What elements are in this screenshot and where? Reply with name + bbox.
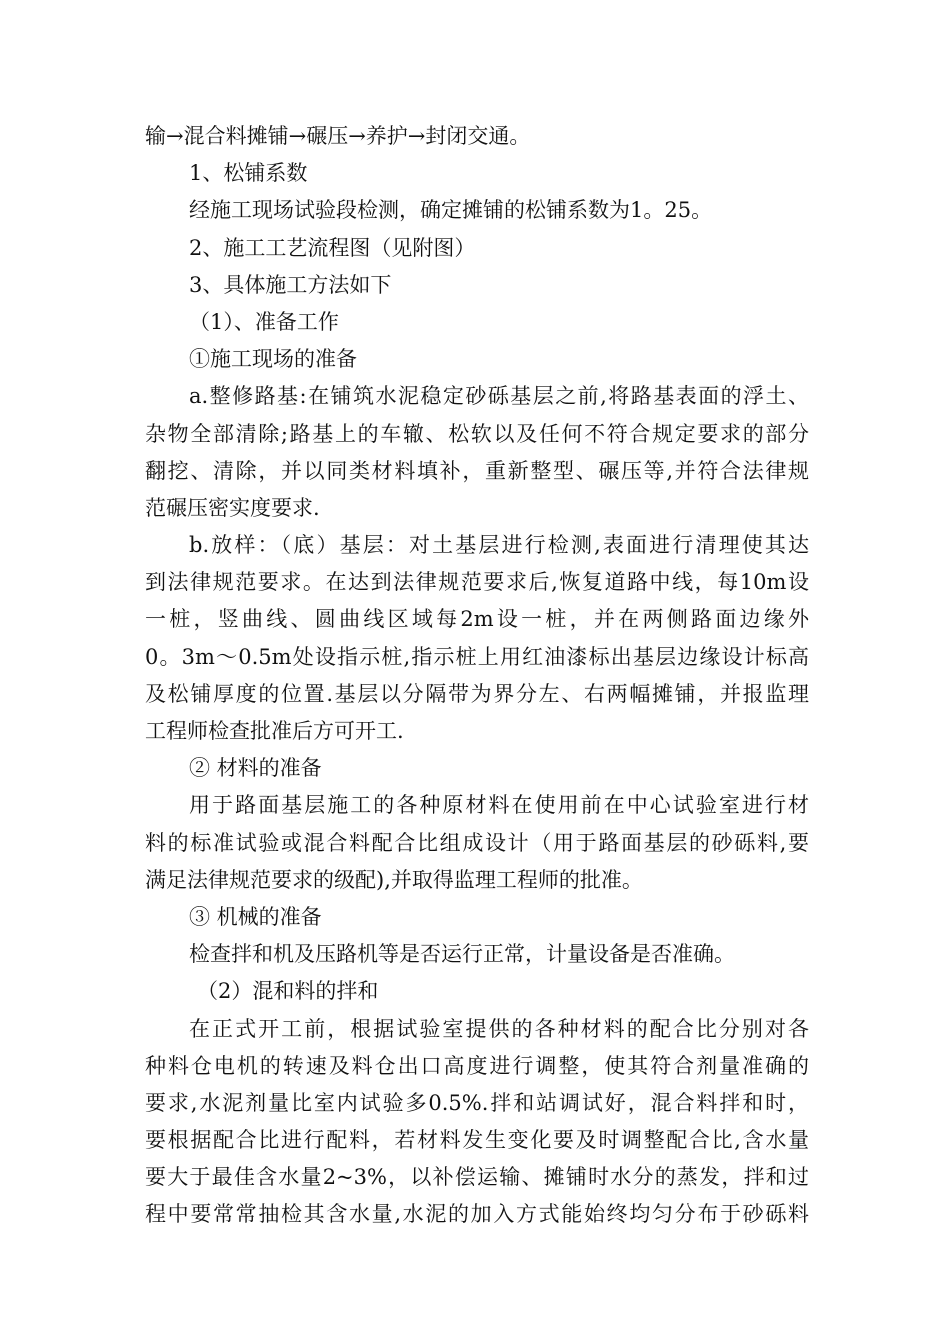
text-line: 要根据配合比进行配料，若材料发生变化要及时调整配合比,含水量 (145, 1128, 809, 1153)
text-line: b.放样：（底）基层：对土基层进行检测,表面进行清理使其达 (189, 533, 809, 558)
subsection-heading: （2）混和料的拌和 (197, 979, 379, 1004)
text-line: 在正式开工前，根据试验室提供的各种材料的配合比分别对各 (189, 1016, 809, 1041)
section-heading: 1、松铺系数 (189, 161, 308, 186)
document-body (145, 118, 809, 1234)
text-line: 用于路面基层施工的各种原材料在使用前在中心试验室进行材 (189, 793, 809, 818)
text-line: 到法律规范要求。在达到法律规范要求后,恢复道路中线，每10m设 (145, 570, 809, 595)
section-heading: 3、具体施工方法如下 (189, 272, 392, 297)
text-line: 输→混合料摊铺→碾压→养护→封闭交通。 (145, 124, 531, 148)
subsection-heading: （1）、准备工作 (189, 309, 339, 334)
text-line: 满足法律规范要求的级配),并取得监理工程师的批准。 (145, 867, 643, 892)
text-line: 料的标准试验或混合料配合比组成设计（用于路面基层的砂砾料,要 (145, 830, 809, 855)
text-line: 翻挖、清除，并以同类材料填补，重新整型、碾压等,并符合法律规 (145, 458, 809, 483)
text-line: 一桩，竖曲线、圆曲线区域每2m设一桩，并在两侧路面边缘外 (145, 607, 809, 632)
text-line: 要大于最佳含水量2~3%，以补偿运输、摊铺时水分的蒸发，拌和过 (145, 1165, 809, 1190)
text-line: 0。3m～0.5m处设指示桩,指示桩上用红油漆标出基层边缘设计标高 (145, 644, 809, 669)
text-line: 种料仓电机的转速及料仓出口高度进行调整，使其符合剂量准确的 (145, 1053, 809, 1078)
text-line: 范碾压密实度要求. (145, 495, 320, 520)
text-line: 要求,水泥剂量比室内试验多0.5%.拌和站调试好，混合料拌和时， (145, 1090, 809, 1115)
text-line: 工程师检查批准后方可开工. (145, 719, 404, 743)
subsection-heading: ③ 机械的准备 (189, 904, 322, 929)
subsection-heading: ② 材料的准备 (189, 756, 322, 781)
text-line: a.整修路基:在铺筑水泥稳定砂砾基层之前,将路基表面的浮土、 (189, 384, 809, 409)
text-line: 程中要常常抽检其含水量,水泥的加入方式能始终均匀分布于砂砾料 (145, 1202, 809, 1227)
text-line: 经施工现场试验段检测，确定摊铺的松铺系数为1。25。 (189, 198, 713, 223)
section-heading: 2、施工工艺流程图（见附图） (189, 235, 476, 260)
text-line: 检查拌和机及压路机等是否运行正常，计量设备是否准确。 (189, 942, 735, 967)
subsection-heading: ①施工现场的准备 (189, 347, 357, 372)
text-line: 及松铺厚度的位置.基层以分隔带为界分左、右两幅摊铺，并报监理 (145, 681, 809, 706)
text-line: 杂物全部清除;路基上的车辙、松软以及任何不符合规定要求的部分 (145, 421, 809, 446)
